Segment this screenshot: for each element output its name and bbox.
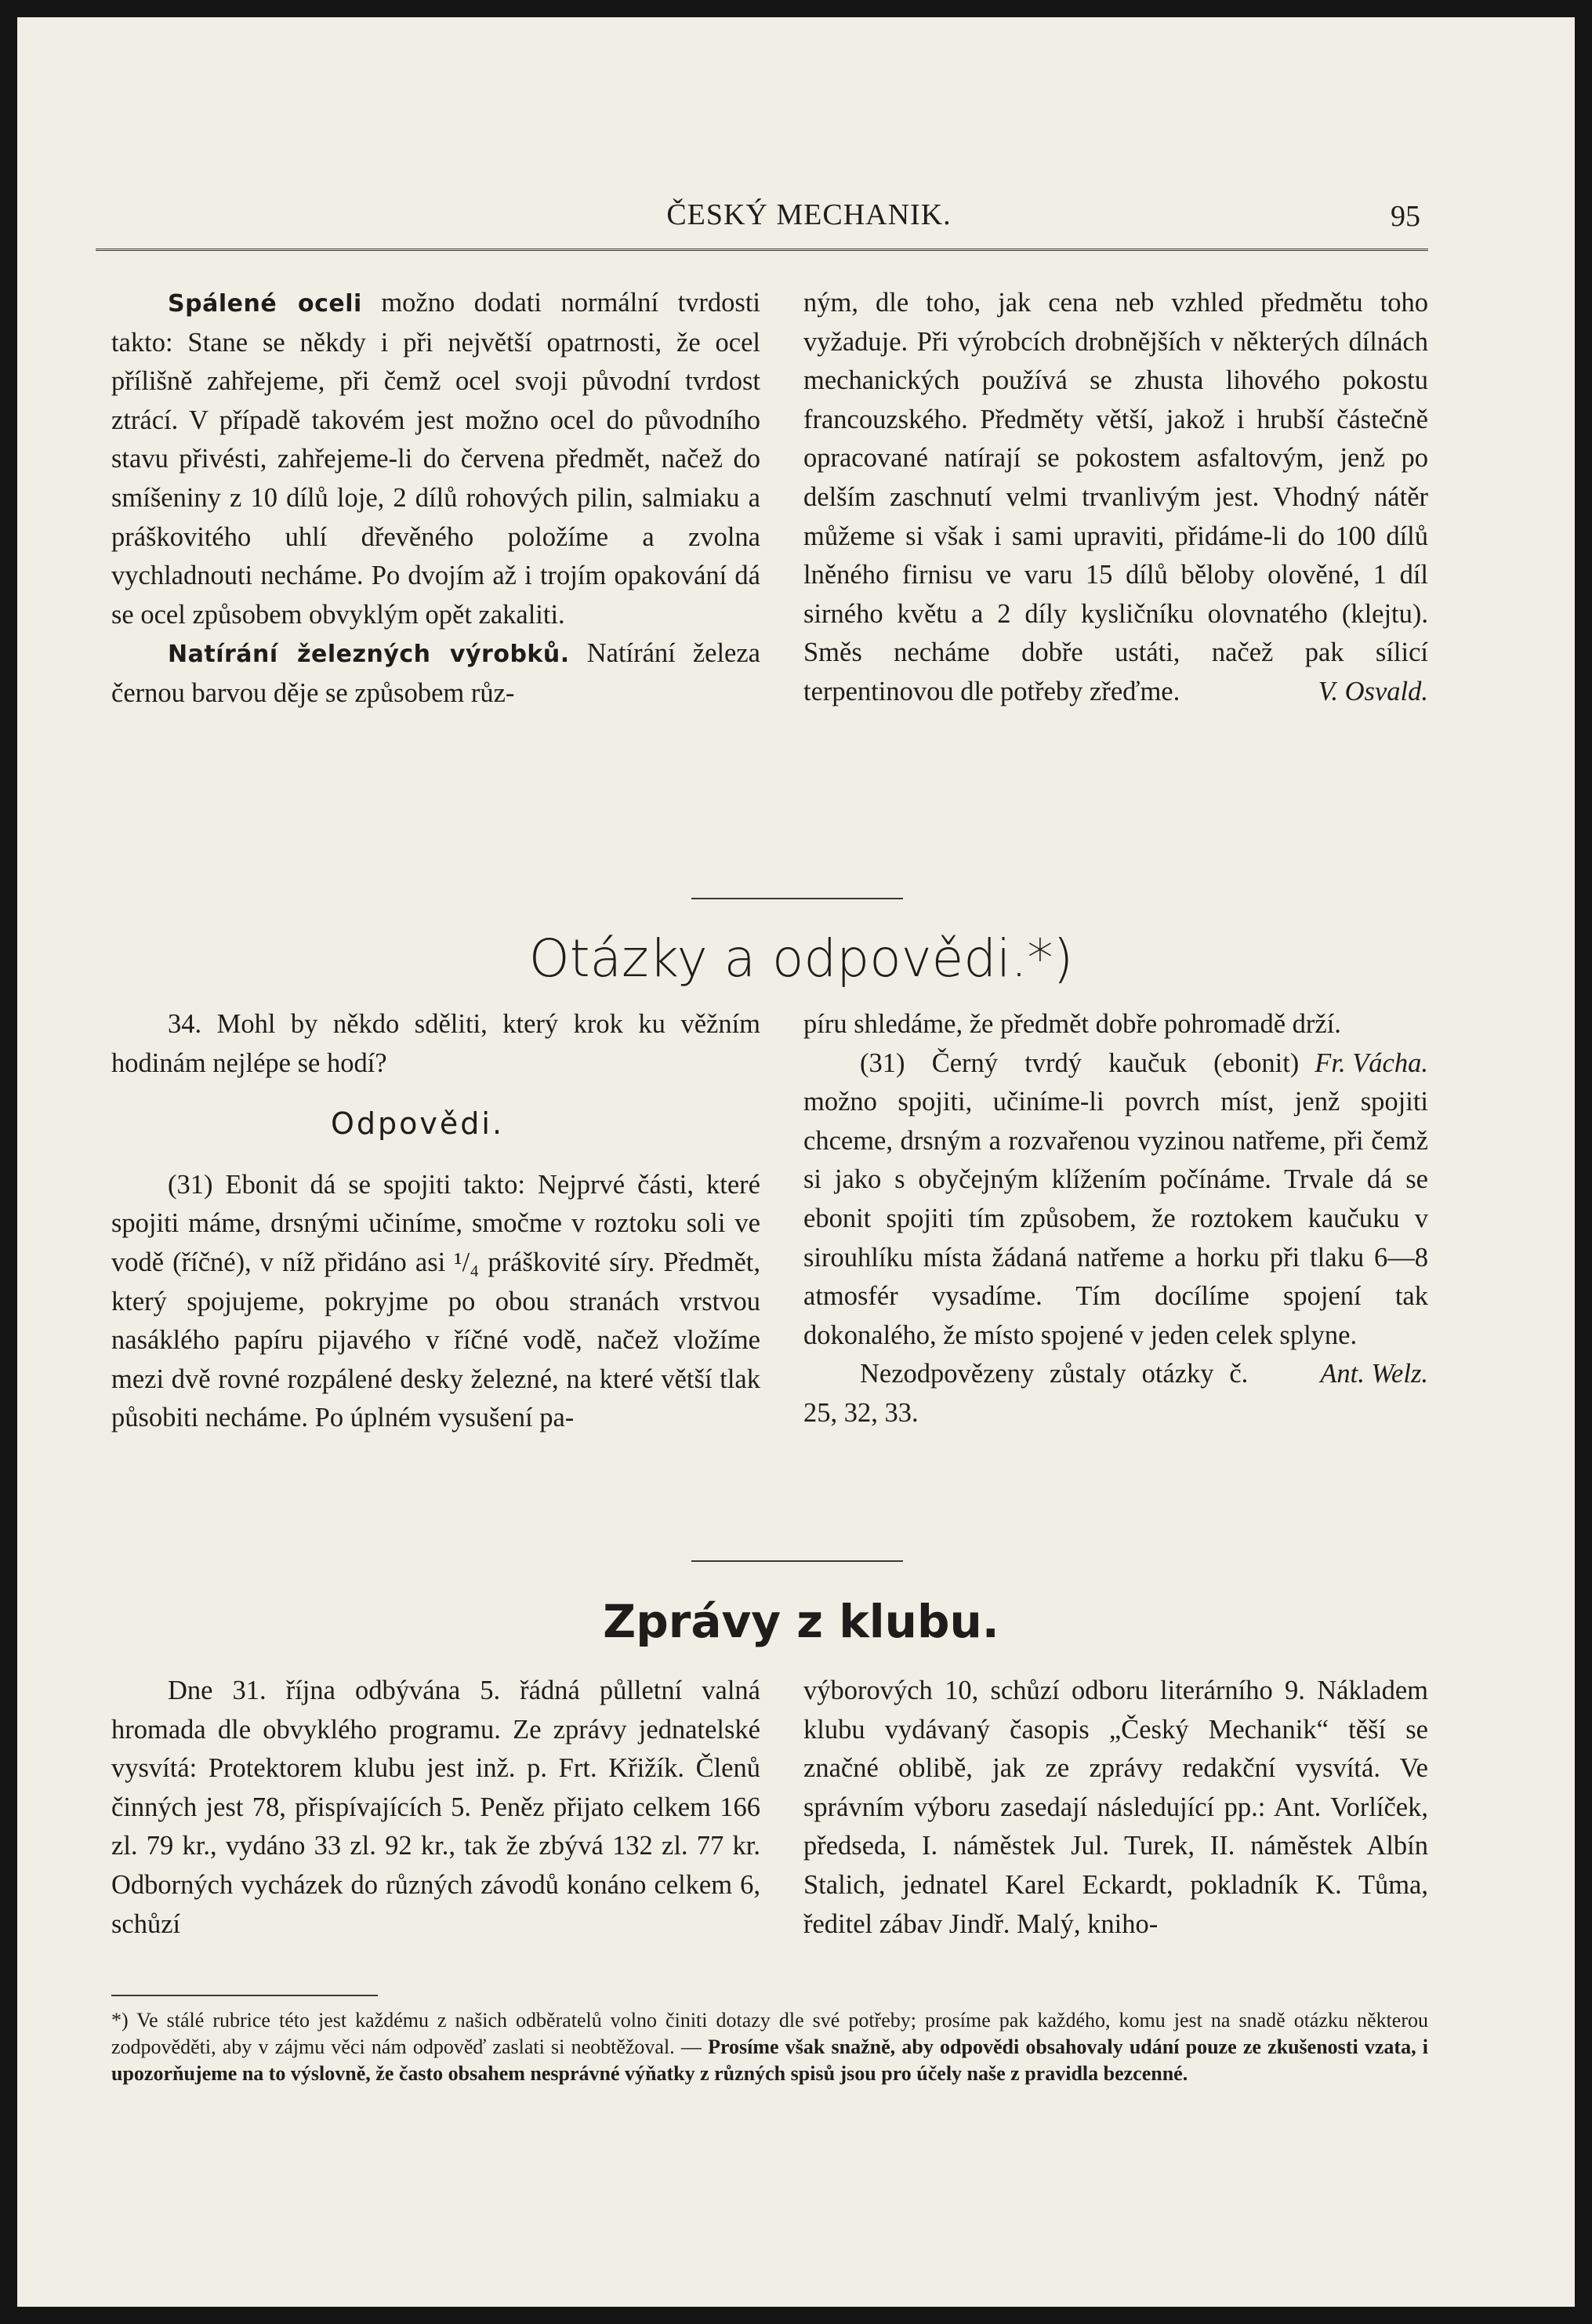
footnote-text: *) Ve stálé rubrice této jest každému z našich odběratelů volno činiti dotazy dle své potřeby; prosíme pak každého, komu jest na snadě otázku některou zodpověděti, aby v zájmu věci nám odpověď zaslati si neobtěžoval. —	[111, 2009, 1428, 2058]
signature-vacha: Fr. Vácha.	[1315, 1048, 1428, 1078]
header-rule	[96, 249, 1428, 251]
article-right-column	[803, 284, 1428, 712]
paragraph-natirani-cont: ným, dle toho, jak cena neb vzhled předmětu toho vyžaduje. Při výrobcích drobnějších v některých dílnách mechanických používá se zhusta lihového pokostu francouzského. Předměty větší, jakož i hrubší částečně opracované natírají se pokostem asfaltovým, jenž po delším zaschnutí velmi trvanlivým jest. Vhodný nátěr můžeme si však i sami upraviti, přidáme-li do 100 dílů lněného firnisu ve varu 15 dílů běloby olověné, 1 díl sirného květu a 2 díly kysličníku olovnatého (klejtu). Směs necháme dobře ustáti, načež pak sílicí terpentinovou dle potřeby zřeďme.	[803, 288, 1428, 706]
paragraph-natirani-start: Natírání železa černou barvou děje se způsobem růz-	[111, 638, 760, 708]
footnote-rule	[111, 1995, 378, 1996]
running-title: ČESKÝ MECHANIK.	[666, 198, 952, 231]
page-number: 95	[1391, 200, 1420, 233]
footnote	[111, 2007, 1428, 2087]
qa-right-column	[803, 1005, 1428, 1433]
footnote-bold-text: Prosíme však snažně, aby odpovědi obsahovaly udání pouze ze zkušenosti vzata, i upozorňujeme na to výslovně, že často obsahem nesprávné výňatky z různých spisů jsou pro účely naše z pravidla bezcenné.	[111, 2035, 1428, 2085]
paragraph-spalene-oceli: možno dodati normální tvrdosti takto: Stane se někdy i při největší opatrnosti, že ocel přílišně zahřejeme, při čemž ocel svoji původní tvrdost ztrácí. V případě takovém jest možno ocel do původního stavu přivésti, zahřejeme-li do červena předmět, načež do smíšeniny z 10 dílů loje, 2 dílů rohových pilin, salmiaku a práškovitého uhlí dřevěného položíme a zvolna vychladnouti necháme. Po dvojím až i trojím opakování dá se ocel způsobem obvyklým opět zakaliti.	[111, 288, 761, 630]
section-title-zpravy: Zprávy z klubu.	[603, 1595, 999, 1648]
heading-spalene-oceli: Spálené oceli	[168, 290, 362, 318]
article-left-column	[111, 284, 760, 714]
author-signature: V. Osvald.	[1318, 676, 1428, 706]
section-divider	[691, 898, 903, 899]
heading-natirani: Natírání železných výrobků.	[168, 641, 570, 669]
club-news-paragraph-cont: výborových 10, schůzí odboru literárního 9. Nákladem klubu vydávaný časopis „Český Mechanik“ těší se značné oblibě, jak ze zprávy redakční vysvítá. Ve správním výboru zasedají následující pp.: Ant. Vorlíček, předseda, I. náměstek Jul. Turek, II. náměstek Albín Stalich, jednatel Karel Eckardt, pokladník K. Tůma, ředitel zábav Jindř. Malý, kniho-	[803, 1676, 1428, 1939]
unanswered-questions: Nezodpovězeny zůstaly otázky č. 25, 32, 33.	[803, 1359, 1249, 1428]
club-news-paragraph: Dne 31. října odbývána 5. řádná půlletní valná hromada dle obvyklého programu. Ze zprávy jednatelské vysvítá: Protektorem klubu jest inž. p. Frt. Křižík. Členů činných jest 78, přispívajících 5. Peněz přijato celkem 166 zl. 79 kr., vydáno 33 zl. 92 kr., tak že zbývá 132 zl. 77 kr. Odborných vycházek do různých závodů konáno celkem 6, schůzí	[111, 1676, 760, 1939]
question-34: 34. Mohl by někdo sděliti, který krok ku věžním hodinám nejlépe se hodí?	[111, 1009, 760, 1078]
page	[17, 17, 1575, 2307]
answers-heading: Odpovědi.	[331, 1106, 505, 1142]
answer-31-welz: (31) Černý tvrdý kaučuk (ebonit) možno spojiti, učiníme-li povrch míst, jenž spojiti chceme, drsným a rozvařenou vyzinou natřeme, při čemž si jako s obyčejným klížením počínáme. Trvale dá se ebonit spojiti tím způsobem, že roztokem kaučuku v sirouhlíku místa žádaná natřeme a horku při tlaku 6—8 atmosfér vysadíme. Tím docílíme spojení tak dokonalého, že místo spojené v jeden celek splyne.	[803, 1048, 1428, 1350]
club-news-right	[803, 1672, 1428, 1944]
answer-31-vacha: (31) Ebonit dá se spojiti takto: Nejprvé části, které spojiti máme, drsnými učiníme, smočme v roztoku soli ve vodě (říčné), v níž přidáno asi ¹/₄ práškovité síry. Předmět, který spojujeme, pokryjme po obou stranách vrstvou nasáklého papíru pijavého v říčné vodě, načež vložíme mezi dvě rovné rozpálené desky železné, na které větší tlak působiti necháme. Po úplném vysušení pa-	[111, 1169, 760, 1433]
section-title-otazky: Otázky a odpovědi.*)	[528, 928, 1074, 989]
qa-left-column	[111, 1005, 760, 1438]
answer-31-vacha-cont: píru shledáme, že předmět dobře pohromadě drží.	[803, 1009, 1341, 1039]
section-divider-2	[691, 1560, 903, 1562]
club-news-left	[111, 1672, 760, 1944]
signature-welz: Ant. Welz.	[1320, 1359, 1428, 1389]
